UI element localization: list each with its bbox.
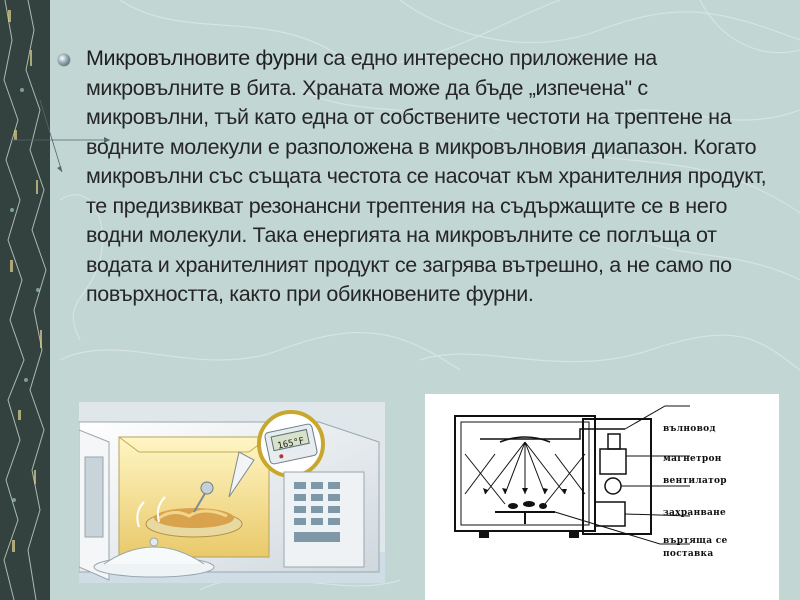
label-turntable-line2: поставка xyxy=(663,549,714,559)
bullet-icon xyxy=(58,54,70,66)
label-turntable-line1: въртяща се xyxy=(663,536,728,546)
label-magnetron: магнетрон xyxy=(663,454,722,464)
schematic-drawing xyxy=(425,394,779,600)
label-power: захранване xyxy=(663,508,727,518)
microwave-illustration xyxy=(79,402,385,583)
label-waveguide: вълновод xyxy=(663,424,716,434)
body-text xyxy=(86,44,776,310)
microwave-schematic-diagram xyxy=(425,394,779,600)
body-text-rest: са едно интересно приложение на микровълните в бита. Храната може да бъде „изпечена" с микровълни, тъй като една от собствените честоти на трептене на водните молекули е разположена в микровълновия диапазон. Когато микровълни със същата честота се насочат към хранителния продукт, те предизвикват резонансни трептения на съдържащите се в него водни молекули. Така енергията на микровълните се поглъща от водата и хранителният продукт се загрява вътрешно, а не само по повърхността, както при обикновените фурни. xyxy=(86,46,767,306)
microwave-drawing xyxy=(79,402,385,583)
body-text-lead: Микровълновите фурни xyxy=(86,46,318,70)
thermometer-display: 165°F xyxy=(276,436,306,452)
label-fan: вентилатор xyxy=(663,476,727,486)
